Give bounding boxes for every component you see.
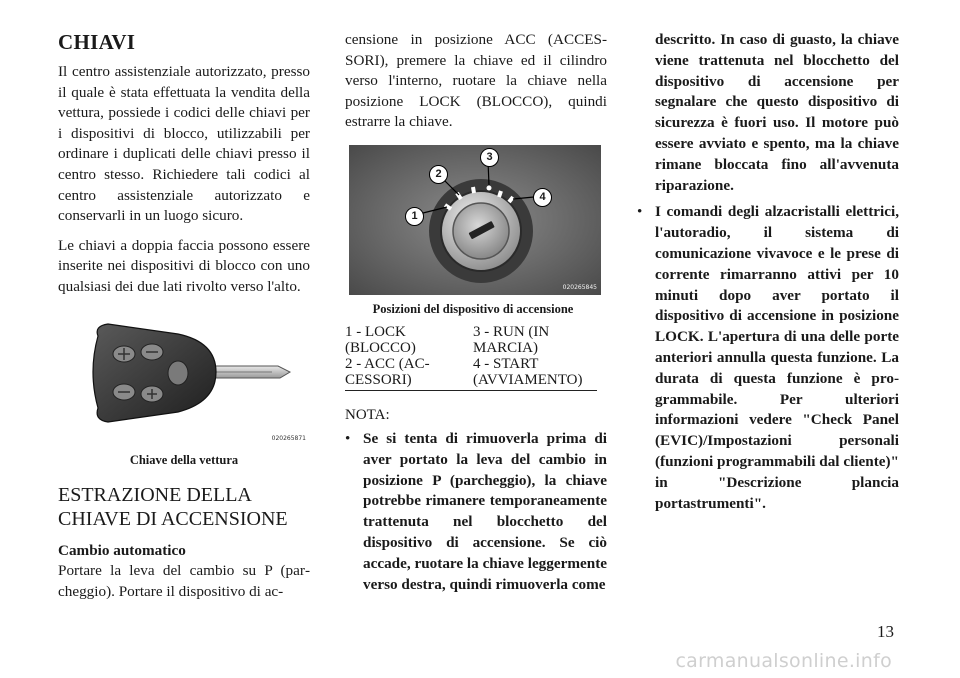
note-list (345, 429, 607, 595)
subhead-automatic-transmission: Cambio automatico (58, 541, 186, 559)
section-title-key-removal (58, 483, 310, 531)
figure-ignition-positions (349, 145, 601, 295)
page-number: 13 (877, 622, 894, 641)
table-row (345, 324, 597, 356)
ignition-positions-table (345, 324, 597, 391)
note-item-continued: descritto. In caso di guasto, la chiave viene trattenuta nel blocchetto del dispositivo di accensione per segnalare che questo dispositivo di sicurezza è fuori uso. Il motore può essere avviato e spento, ma la chiave rimane bloccata fino all'avvenuta riparazione. (655, 31, 899, 194)
paragraph-double-sided-keys: Le chiavi a doppia faccia possono essere inserite nei dispositivi di blocco con uno qualsiasi dei due lati rivolto verso l'alto. (58, 236, 310, 295)
section-title-line-2: CHIAVE DI ACCENSIONE (58, 507, 288, 530)
marker-2: 2 (429, 165, 448, 184)
key-fob-illustration (58, 316, 310, 436)
table-cell: 1 - LOCK (BLOCCO) (345, 323, 416, 356)
figure-vehicle-key (58, 316, 310, 446)
note-label: NOTA: (345, 406, 390, 423)
section-title-line-1: ESTRAZIONE DELLA (58, 483, 252, 506)
table-cell: 2 - ACC (ACCESSORI) (345, 356, 473, 391)
paragraph-removal-continued: censione in posizione ACC (ACCESSORI), premere la chiave ed il cilindro verso l'interno, ruotare la chiave nella posizione LOCK (BLOCCO), quindi estrarre la chiave. (345, 31, 607, 131)
figure-code: 020265845 (562, 283, 597, 291)
column-left (58, 30, 310, 611)
figure-caption-key: Chiave della vettura (129, 452, 239, 467)
table-cell: 3 - RUN (IN MARCIA) (473, 323, 550, 356)
paragraph-key-codes: Il centro assistenziale autorizzato, presso il quale è stata effettuata la vendita della vettura, possiede i codici delle chiavi per i dispositivi di blocco, utilizzabili per ordinare i duplicati delle chiavi presso il centro stesso. Richiedere tali codici al centro assistenziale autorizzato e conservarli in un luogo sicuro. (58, 63, 310, 225)
marker-3: 3 (480, 148, 499, 167)
note-item: • Se si tenta di rimuoverla prima di aver portato la leva del cambio in posizione P (parcheggio), la chiave potrebbe rimanere temporaneamente trattenuta nel blocchetto del dispositivo di accensione. Se ciò accade, ruotare la chiave leggermente verso destra, quindi rimuoverla come (345, 429, 607, 595)
table-cell: 4 - START (AVVIAMENTO) (473, 356, 597, 391)
watermark: carmanualsonline.info (675, 650, 892, 672)
note-item: • I comandi degli alzacristalli elettrici, l'autoradio, il sistema di comunicazione vivavoce e le prese di corrente rimarranno attivi per 10 minuti dopo aver portato il dispositivo di accensione in posizione LOCK. L'apertura di una delle porte anteriori annulla questa funzione. La durata di questa funzione è programmabile. Per ulteriori informazioni vedere "Check Panel (EVIC)/Impostazioni personali (funzioni programmabili dal cliente)" in "Descrizione plancia portastrumenti". (637, 202, 899, 514)
note-list (637, 202, 899, 514)
paragraph-removal-steps: Portare la leva del cambio su P (parcheggio). Portare il dispositivo di ac- (58, 562, 310, 600)
figure-code: 020265871 (271, 434, 306, 442)
ignition-switch-illustration (349, 145, 601, 295)
marker-4: 4 (533, 188, 552, 207)
table-row (345, 356, 597, 391)
column-middle (345, 30, 607, 601)
section-title-chiavi: CHIAVI (58, 30, 136, 54)
column-right (637, 30, 899, 520)
figure-caption-ignition: Posizioni del dispositivo di accensione (372, 301, 574, 316)
marker-1: 1 (405, 207, 424, 226)
